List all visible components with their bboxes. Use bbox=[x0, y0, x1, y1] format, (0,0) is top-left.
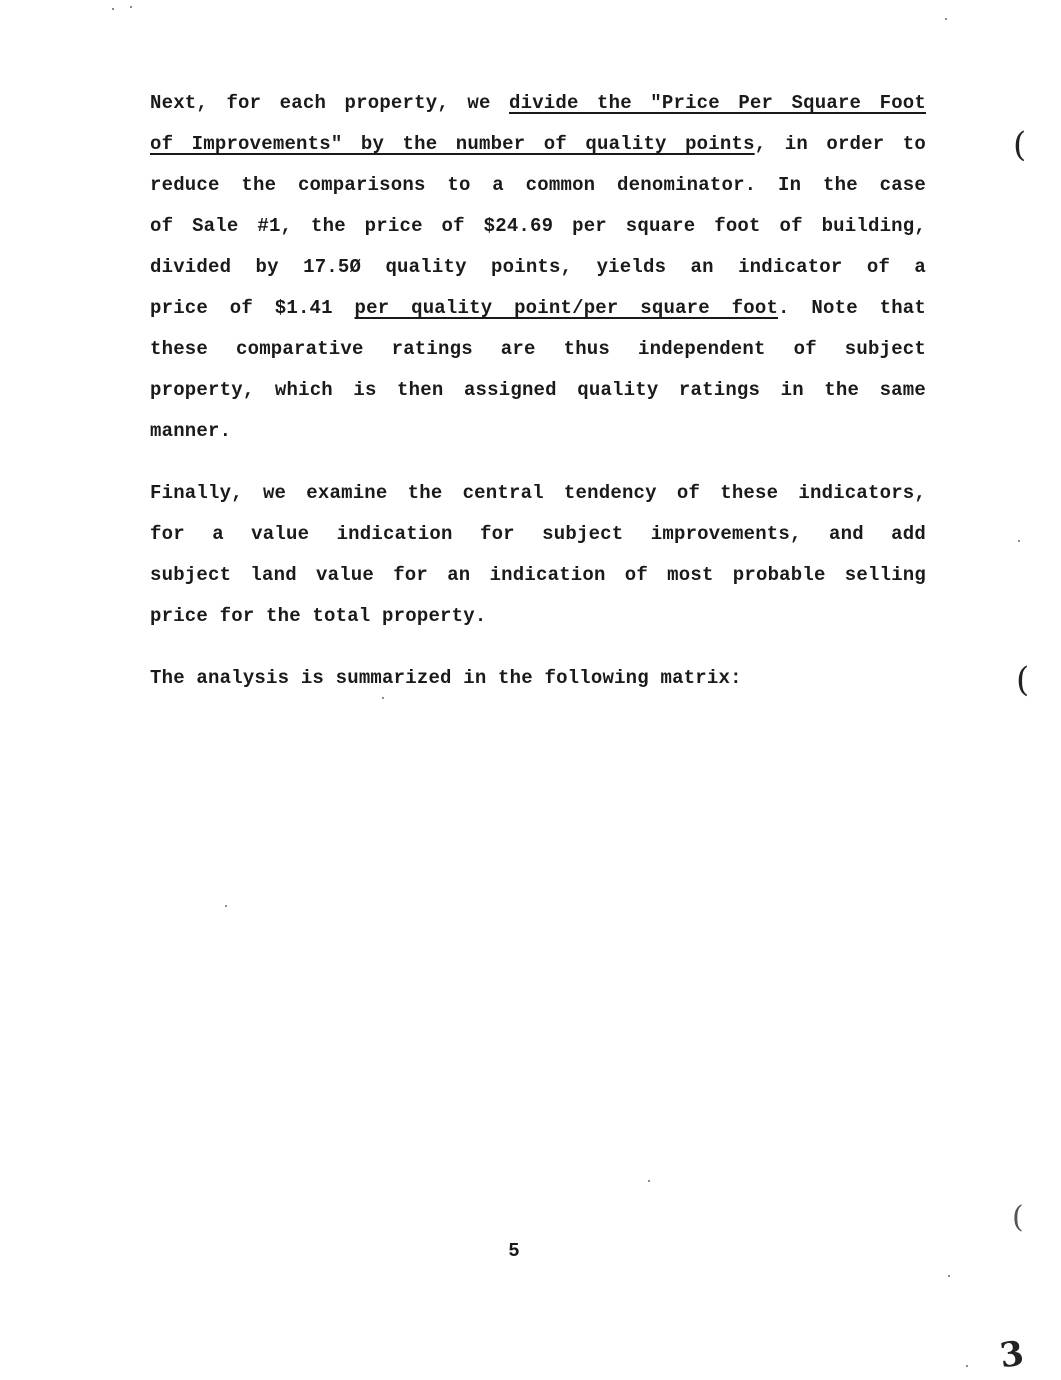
text-line bbox=[150, 596, 926, 637]
text-segment: subject land value for an indication of most probable selling bbox=[150, 564, 926, 586]
text-line bbox=[150, 124, 926, 165]
scan-speck bbox=[1018, 540, 1020, 542]
scan-speck bbox=[648, 1180, 650, 1182]
text-segment: manner. bbox=[150, 420, 232, 442]
text-segment: . Note that bbox=[778, 297, 926, 319]
paragraph-matrix-intro bbox=[150, 658, 926, 699]
scan-speck bbox=[382, 697, 384, 699]
text-line bbox=[150, 83, 926, 124]
text-line bbox=[150, 288, 926, 329]
text-segment: , in order to bbox=[754, 133, 926, 155]
text-segment: property, which is then assigned quality ratings in the same bbox=[150, 379, 926, 401]
margin-mark-lower: ( bbox=[1012, 1200, 1024, 1235]
text-line bbox=[150, 247, 926, 288]
margin-mark-middle: ( bbox=[1016, 660, 1030, 700]
scan-speck bbox=[966, 1365, 968, 1367]
paragraph-price-per-quality-point bbox=[150, 83, 926, 452]
page-number: 5 bbox=[508, 1240, 520, 1262]
text-line bbox=[150, 555, 926, 596]
paragraph-central-tendency bbox=[150, 473, 926, 637]
underlined-text: of Improvements" by the number of quality points bbox=[150, 133, 755, 155]
text-segment: Finally, we examine the central tendency of these indicators, bbox=[150, 482, 926, 504]
scan-speck bbox=[130, 6, 132, 8]
scan-speck bbox=[945, 18, 947, 20]
margin-mark-top: ( bbox=[1013, 125, 1027, 165]
underlined-text: divide the "Price Per Square Foot bbox=[509, 92, 926, 114]
margin-mark-corner: 3 bbox=[997, 1333, 1027, 1377]
text-segment: these comparative ratings are thus independent of subject bbox=[150, 338, 926, 360]
text-segment: of Sale #1, the price of $24.69 per square foot of building, bbox=[150, 215, 926, 237]
text-line bbox=[150, 370, 926, 411]
text-segment: Next, for each property, we bbox=[150, 92, 509, 114]
text-line bbox=[150, 165, 926, 206]
text-segment: price of $1.41 bbox=[150, 297, 355, 319]
scan-speck bbox=[112, 8, 114, 10]
text-line bbox=[150, 206, 926, 247]
text-line bbox=[150, 473, 926, 514]
text-line bbox=[150, 411, 926, 452]
underlined-text: per quality point/per square foot bbox=[354, 297, 779, 319]
text-segment: reduce the comparisons to a common denominator. In the case bbox=[150, 174, 926, 196]
text-segment: divided by 17.5Ø quality points, yields an indicator of a bbox=[150, 256, 926, 278]
text-segment: The analysis is summarized in the following matrix: bbox=[150, 667, 742, 689]
text-line bbox=[150, 329, 926, 370]
text-line bbox=[150, 514, 926, 555]
text-line bbox=[150, 658, 926, 699]
text-segment: price for the total property. bbox=[150, 605, 487, 627]
scan-speck bbox=[225, 905, 227, 907]
text-segment: for a value indication for subject improvements, and add bbox=[150, 523, 926, 545]
scan-speck bbox=[948, 1275, 950, 1277]
